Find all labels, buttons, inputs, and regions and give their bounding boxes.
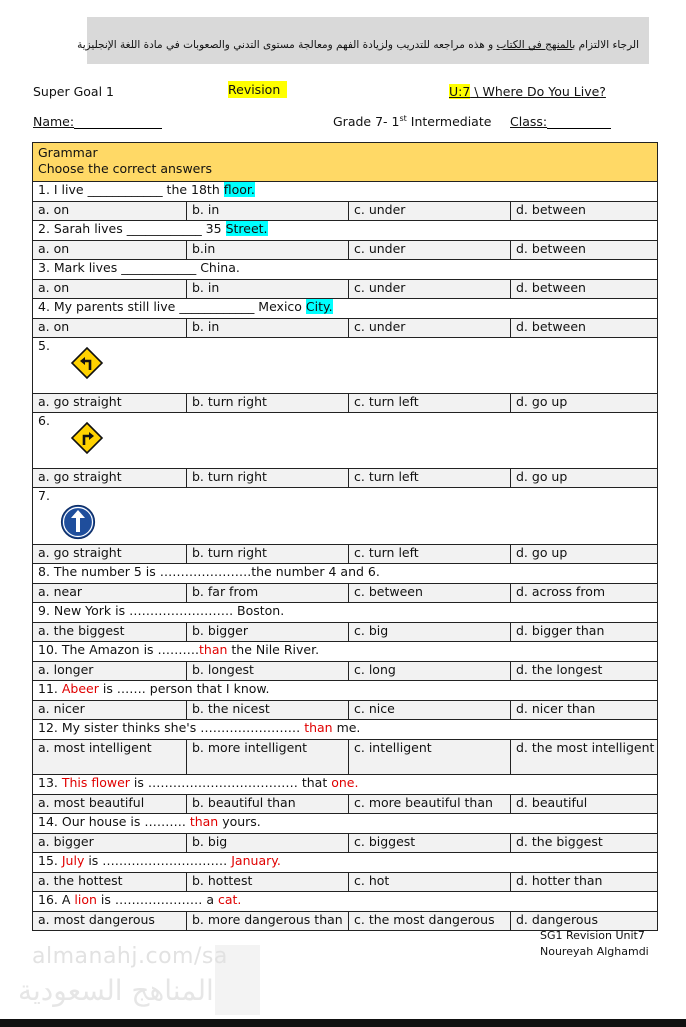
- question-segment: the Nile River.: [227, 642, 320, 657]
- question-segment: 13.: [38, 775, 62, 790]
- question-segment: This flower: [61, 775, 130, 790]
- answer-option[interactable]: a. on: [33, 241, 187, 260]
- question-row: [33, 338, 658, 394]
- answer-option[interactable]: c. the most dangerous: [349, 912, 511, 931]
- answer-option[interactable]: b. far from: [187, 584, 349, 603]
- class-field: Class:: [510, 114, 611, 129]
- answer-option[interactable]: b. big: [187, 834, 349, 853]
- question-row: [33, 681, 658, 701]
- question-segment: is ……………………………… that: [129, 775, 332, 790]
- answer-option[interactable]: b. more intelligent: [187, 740, 349, 775]
- question-row: [33, 299, 658, 319]
- question-text: [33, 603, 658, 623]
- answer-option[interactable]: d. across from: [511, 584, 658, 603]
- options-row: [33, 394, 658, 413]
- answer-option[interactable]: a. the biggest: [33, 623, 187, 642]
- answer-option[interactable]: c. intelligent: [349, 740, 511, 775]
- answer-option[interactable]: a. go straight: [33, 545, 187, 564]
- answer-option[interactable]: d. beautiful: [511, 795, 658, 814]
- question-segment: 7.: [38, 488, 50, 503]
- answer-option[interactable]: b. longest: [187, 662, 349, 681]
- turn-right-sign-icon: [70, 417, 657, 459]
- question-row: [33, 221, 658, 241]
- answer-option[interactable]: d. go up: [511, 545, 658, 564]
- question-segment: 9. New York is ……………………. Boston.: [38, 603, 285, 618]
- grade-label: Grade 7- 1st Intermediate: [333, 114, 492, 130]
- question-segment: 12. My sister thinks she's ……………………: [38, 720, 305, 735]
- options-row: [33, 740, 658, 775]
- answer-option[interactable]: a. the hottest: [33, 873, 187, 892]
- question-text: [33, 299, 658, 319]
- answer-option[interactable]: b. hottest: [187, 873, 349, 892]
- answer-option[interactable]: c. between: [349, 584, 511, 603]
- options-row: [33, 873, 658, 892]
- answer-option[interactable]: a. go straight: [33, 394, 187, 413]
- question-segment: 1. I live ____________ the 18th: [38, 182, 224, 197]
- grammar-header: Grammar Choose the correct answers: [33, 143, 658, 182]
- options-row: [33, 545, 658, 564]
- grammar-table: [32, 142, 658, 931]
- question-text: [33, 260, 658, 280]
- question-segment: yours.: [218, 814, 261, 829]
- answer-option[interactable]: c. turn left: [349, 545, 511, 564]
- footer-revision: SG1 Revision Unit7: [540, 929, 645, 942]
- question-segment: Abeer: [61, 681, 99, 696]
- question-row: [33, 642, 658, 662]
- options-row: [33, 280, 658, 299]
- answer-option[interactable]: d. nicer than: [511, 701, 658, 720]
- question-segment: lion: [74, 892, 97, 907]
- options-row: [33, 912, 658, 931]
- answer-option[interactable]: b. in: [187, 319, 349, 338]
- options-row: [33, 623, 658, 642]
- question-segment: one.: [331, 775, 359, 790]
- answer-option[interactable]: d. the biggest: [511, 834, 658, 853]
- question-row: [33, 603, 658, 623]
- question-text: [33, 488, 658, 545]
- answer-option[interactable]: a. near: [33, 584, 187, 603]
- answer-option[interactable]: b. in: [187, 280, 349, 299]
- answer-option[interactable]: c. hot: [349, 873, 511, 892]
- answer-option[interactable]: d. between: [511, 241, 658, 260]
- question-row: [33, 814, 658, 834]
- name-field: Name:: [33, 114, 162, 129]
- question-segment: July: [61, 853, 85, 868]
- question-segment: 16. A: [38, 892, 75, 907]
- answer-option[interactable]: c. turn left: [349, 394, 511, 413]
- question-text: [33, 720, 658, 740]
- question-segment: 2. Sarah lives ____________ 35: [38, 221, 226, 236]
- answer-option[interactable]: b. more dangerous than: [187, 912, 349, 931]
- question-segment: 15.: [38, 853, 62, 868]
- answer-option[interactable]: b. in: [187, 202, 349, 221]
- answer-option[interactable]: a. longer: [33, 662, 187, 681]
- question-segment: City.: [305, 299, 333, 314]
- question-segment: than: [304, 720, 333, 735]
- options-row: [33, 469, 658, 488]
- question-row: [33, 720, 658, 740]
- question-text: [33, 814, 658, 834]
- question-segment: than: [199, 642, 228, 657]
- options-row: [33, 701, 658, 720]
- options-row: [33, 319, 658, 338]
- answer-option[interactable]: a. nicer: [33, 701, 187, 720]
- question-row: [33, 564, 658, 584]
- answer-option[interactable]: d. dangerous: [511, 912, 658, 931]
- question-segment: me.: [332, 720, 361, 735]
- question-segment: 11.: [38, 681, 62, 696]
- question-text: [33, 853, 658, 873]
- answer-option[interactable]: d. go up: [511, 469, 658, 488]
- go-straight-sign-icon: [60, 500, 657, 544]
- options-row: [33, 202, 658, 221]
- answer-option[interactable]: c. big: [349, 623, 511, 642]
- question-segment: floor.: [223, 182, 255, 197]
- options-row: [33, 584, 658, 603]
- answer-option[interactable]: a. most dangerous: [33, 912, 187, 931]
- answer-option[interactable]: d. the most intelligent: [511, 740, 658, 775]
- footer-author: Noureyah Alghamdi: [540, 945, 649, 958]
- question-segment: 10. The Amazon is ……….: [38, 642, 199, 657]
- question-segment: 3. Mark lives ____________ China.: [38, 260, 240, 275]
- banner-text: الرجاء الالتزام بالمنهج في الكتاب و هذه مراجعه للتدريب ولزيادة الفهم ومعالجة مستوى التدني والصعوبات في مادة اللغة الإنجليزية: [77, 39, 639, 51]
- page-bottom-bar: [0, 1019, 686, 1027]
- answer-option[interactable]: d. hotter than: [511, 873, 658, 892]
- answer-option[interactable]: b. turn right: [187, 394, 349, 413]
- answer-option[interactable]: b. turn right: [187, 545, 349, 564]
- answer-option[interactable]: a. on: [33, 319, 187, 338]
- question-row: [33, 182, 658, 202]
- options-row: [33, 834, 658, 853]
- unit-title: U:7 \ Where Do You Live?: [449, 84, 606, 99]
- watermark-url: almanahj.com/sa: [32, 944, 228, 969]
- answer-option[interactable]: b. the nicest: [187, 701, 349, 720]
- question-segment: Street.: [225, 221, 268, 236]
- answer-option[interactable]: a. most beautiful: [33, 795, 187, 814]
- question-row: [33, 488, 658, 545]
- answer-option[interactable]: c. under: [349, 280, 511, 299]
- instruction-banner: [77, 17, 649, 64]
- question-segment: is ………………… a: [96, 892, 218, 907]
- question-row: [33, 260, 658, 280]
- book-title: Super Goal 1: [33, 84, 114, 99]
- answer-option[interactable]: a. on: [33, 202, 187, 221]
- answer-option[interactable]: c. under: [349, 241, 511, 260]
- answer-option[interactable]: c. turn left: [349, 469, 511, 488]
- question-row: [33, 853, 658, 873]
- answer-option[interactable]: b. beautiful than: [187, 795, 349, 814]
- answer-option[interactable]: a. on: [33, 280, 187, 299]
- answer-option[interactable]: b. turn right: [187, 469, 349, 488]
- question-text: [33, 775, 658, 795]
- revision-label: Revision: [228, 82, 287, 97]
- question-segment: than: [189, 814, 219, 829]
- answer-option[interactable]: c. under: [349, 319, 511, 338]
- question-text: [33, 564, 658, 584]
- answer-option[interactable]: d. between: [511, 280, 658, 299]
- question-text: [33, 338, 658, 394]
- question-segment: 14. Our house is ……….: [38, 814, 190, 829]
- answer-option[interactable]: a. bigger: [33, 834, 187, 853]
- question-segment: cat.: [217, 892, 242, 907]
- question-segment: is …………………………: [84, 853, 232, 868]
- options-row: [33, 662, 658, 681]
- answer-option[interactable]: c. more beautiful than: [349, 795, 511, 814]
- question-text: [33, 221, 658, 241]
- options-row: [33, 241, 658, 260]
- question-segment: 6.: [38, 413, 50, 428]
- question-row: [33, 413, 658, 469]
- answer-option[interactable]: d. go up: [511, 394, 658, 413]
- answer-option[interactable]: c. nice: [349, 701, 511, 720]
- question-segment: January.: [231, 853, 281, 868]
- question-segment: is ……. person that I know.: [98, 681, 270, 696]
- answer-option[interactable]: a. go straight: [33, 469, 187, 488]
- question-text: [33, 892, 658, 912]
- answer-option[interactable]: d. bigger than: [511, 623, 658, 642]
- answer-option[interactable]: c. long: [349, 662, 511, 681]
- answer-option[interactable]: d. between: [511, 319, 658, 338]
- answer-option[interactable]: b. bigger: [187, 623, 349, 642]
- question-text: [33, 681, 658, 701]
- question-text: [33, 182, 658, 202]
- question-segment: 8. The number 5 is ………………….the number 4 and 6.: [38, 564, 380, 579]
- question-text: [33, 413, 658, 469]
- answer-option[interactable]: b.in: [187, 241, 349, 260]
- question-row: [33, 775, 658, 795]
- question-row: [33, 892, 658, 912]
- answer-option[interactable]: d. the longest: [511, 662, 658, 681]
- answer-option[interactable]: a. most intelligent: [33, 740, 187, 775]
- question-segment: 5.: [38, 338, 50, 353]
- answer-option[interactable]: c. under: [349, 202, 511, 221]
- options-row: [33, 795, 658, 814]
- answer-option[interactable]: c. biggest: [349, 834, 511, 853]
- watermark-logo: المناهج السعودية: [18, 974, 214, 1007]
- answer-option[interactable]: d. between: [511, 202, 658, 221]
- turn-left-sign-icon: [70, 342, 657, 384]
- question-segment: 4. My parents still live ____________ Mexico: [38, 299, 306, 314]
- question-text: [33, 642, 658, 662]
